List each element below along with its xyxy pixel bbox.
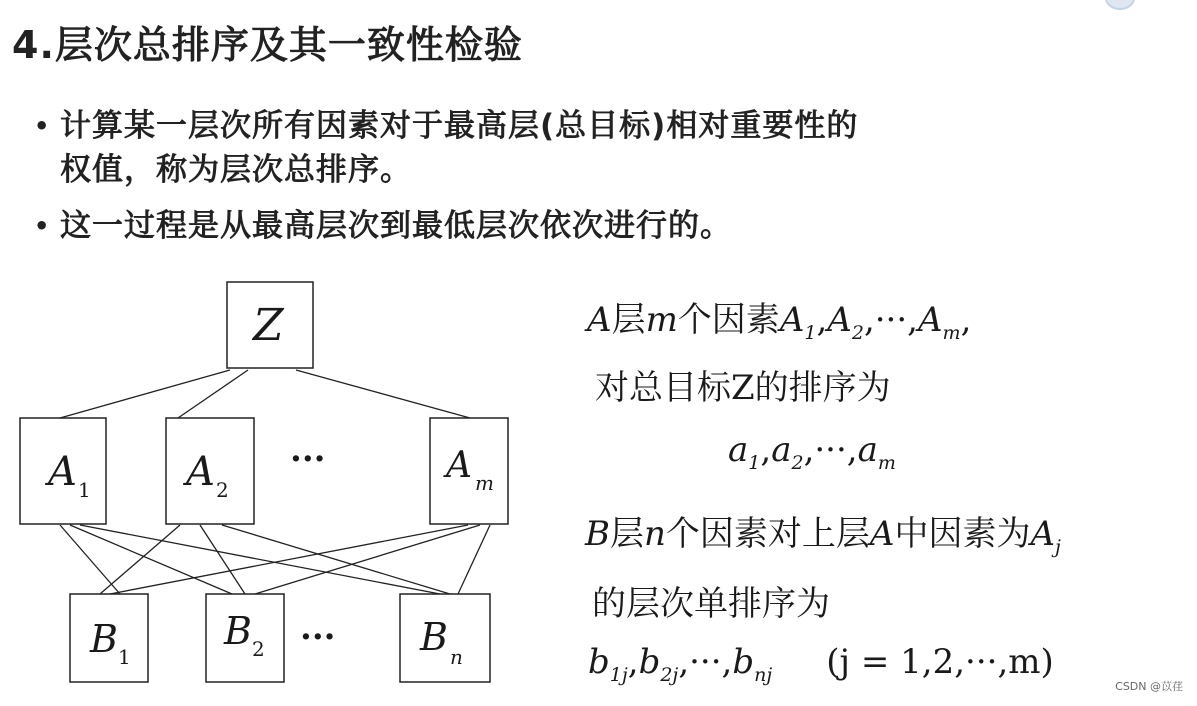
var-a: A — [869, 514, 895, 554]
sub-m: m — [877, 452, 896, 474]
sub-j: j — [1055, 536, 1061, 558]
sub-2j: 2j — [660, 664, 679, 686]
node-sub-b1: 1 — [118, 645, 131, 669]
sub-1j: 1j — [609, 664, 628, 686]
node-sub-a1: 1 — [78, 478, 91, 502]
node-label-b1: B — [90, 617, 118, 661]
bullet-total-ranking — [34, 104, 1134, 192]
var-b2j: b — [638, 642, 661, 682]
node-label-a1: A — [48, 449, 77, 495]
node-label-b2: B — [224, 609, 252, 653]
sub-m: m — [942, 322, 961, 344]
var-b: B — [585, 514, 610, 554]
var-aj: A — [1030, 514, 1056, 554]
comma: , — [816, 300, 828, 340]
node-label-z: Z — [253, 300, 284, 351]
node-label-a2: A — [186, 449, 215, 495]
sub-1: 1 — [748, 452, 761, 474]
sub-nj: nj — [754, 664, 773, 686]
sub-2: 2 — [851, 322, 864, 344]
comma: , — [960, 300, 972, 340]
var-a: A — [587, 300, 612, 340]
var-am: A — [917, 300, 943, 340]
bottom-ellipsis: ··· — [300, 617, 336, 657]
hierarchy-diagram — [0, 270, 560, 706]
text-ceng: 层 — [611, 300, 646, 340]
middle-ellipsis: ··· — [290, 439, 326, 479]
watermark: CSDN @苡荏 — [1115, 680, 1183, 693]
connection-lines — [60, 370, 490, 594]
node-sub-b2: 2 — [252, 637, 265, 661]
node-label-am: A — [446, 445, 472, 486]
formula-single-ranking: 的层次单排序为 — [592, 584, 830, 624]
comma: , — [760, 430, 772, 470]
bullet-line: 这一过程是从最高层次到最低层次依次进行的。 — [60, 208, 732, 244]
ellipsis: ,···, — [863, 300, 918, 340]
sub-1: 1 — [804, 322, 817, 344]
bullet-dot: • — [34, 112, 51, 140]
comma: , — [627, 642, 639, 682]
var-a2: a — [771, 430, 792, 470]
bullet-line-continued: 权值，称为层次总排序。 — [60, 152, 412, 188]
bullet-process-order — [34, 204, 732, 248]
formula-a-weights — [728, 430, 896, 474]
var-a2: A — [827, 300, 852, 340]
var-a1: a — [728, 430, 749, 470]
ellipsis: ,···, — [678, 642, 733, 682]
text-factors-upper: 个因素对上层 — [665, 514, 870, 554]
var-a1: A — [779, 300, 805, 340]
text-factor-is: 中因素为 — [894, 514, 1031, 554]
text-ceng: 层 — [610, 514, 644, 554]
text-factors: 个因素 — [677, 300, 780, 340]
condition-j: (j = 1,2,···,m) — [826, 642, 1054, 682]
var-b1j: b — [588, 642, 610, 682]
page-title: 4.层次总排序及其一致性检验 — [12, 23, 523, 67]
var-n: n — [644, 514, 666, 554]
formula-b-layer — [585, 506, 1061, 558]
node-label-bn: B — [420, 615, 448, 659]
bullet-line: 计算某一层次所有因素对于最高层(总目标)相对重要性的 — [60, 108, 859, 144]
formula-a-layer — [587, 292, 971, 344]
sub-2: 2 — [791, 452, 804, 474]
ellipsis: ,···, — [803, 430, 858, 470]
node-sub-a2: 2 — [216, 478, 229, 502]
node-sub-bn: n — [450, 645, 463, 669]
corner-decoration — [1105, 0, 1135, 10]
node-sub-am: m — [475, 471, 494, 495]
var-bnj: b — [732, 642, 755, 682]
var-m: m — [645, 300, 678, 340]
var-am: a — [857, 430, 878, 470]
bullet-dot: • — [34, 212, 51, 240]
formula-ranking-z: 对总目标Z的排序为 — [595, 368, 891, 408]
formula-b-weights — [588, 642, 1054, 686]
